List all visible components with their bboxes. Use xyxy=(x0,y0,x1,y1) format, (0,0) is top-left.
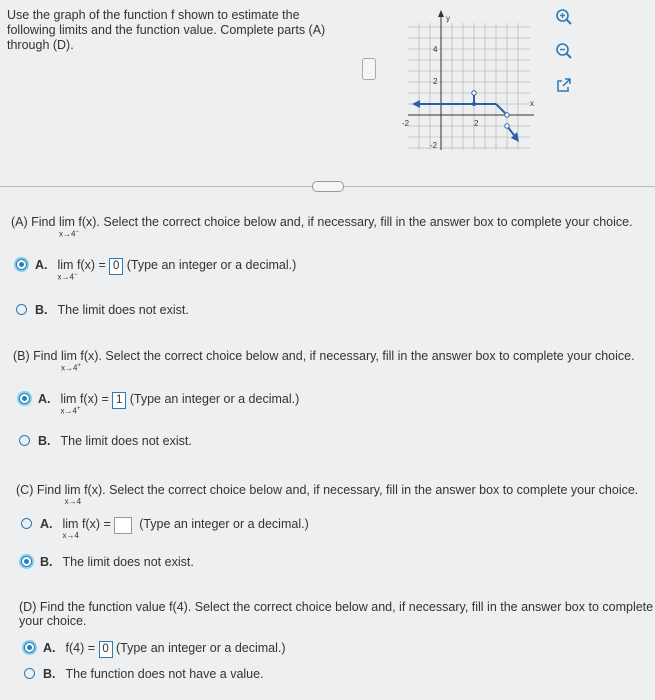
radio-selected[interactable] xyxy=(21,556,32,567)
popout-button[interactable] xyxy=(553,74,575,96)
part-a-choice-b[interactable]: B. The limit does not exist. xyxy=(16,303,189,317)
part-d-question: (D) Find the function value f(4). Select the correct choice below and, if necessary, fill in the answer box to complete your choice. xyxy=(19,600,654,628)
radio-unselected[interactable] xyxy=(19,435,30,446)
x-tick-neg2: -2 xyxy=(402,119,410,128)
part-d-choice-a[interactable]: A. f(4) = 0 (Type an integer or a decimal.) xyxy=(24,641,286,658)
radio-selected[interactable] xyxy=(24,642,35,653)
answer-box[interactable] xyxy=(114,517,132,534)
zoom-out-button[interactable] xyxy=(553,40,575,62)
answer-box[interactable]: 1 xyxy=(112,392,126,409)
left-arrow xyxy=(412,100,420,108)
open-point xyxy=(472,91,476,95)
part-c-question: (C) Find lim f(x). x→4 Select the correct choice below and, if necessary, fill in the answer box to complete your choice. xyxy=(16,483,639,506)
part-d-choice-b[interactable]: B. The function does not have a value. xyxy=(24,667,264,681)
y-tick-2: 2 xyxy=(433,77,438,86)
part-a-choice-a[interactable]: A. lim f(x) = x→4− 0 (Type an integer or a decimal.) xyxy=(16,258,296,275)
side-drawer-handle[interactable] xyxy=(362,58,376,80)
radio-unselected[interactable] xyxy=(16,304,27,315)
part-c-lim: lim f(x). xyxy=(64,483,106,497)
part-c-choice-b[interactable]: B. The limit does not exist. xyxy=(21,555,194,569)
radio-selected[interactable] xyxy=(16,259,27,270)
open-point-4b xyxy=(505,124,509,128)
zoom-out-icon xyxy=(555,42,573,60)
y-tick-4: 4 xyxy=(433,45,438,54)
answer-box[interactable]: 0 xyxy=(99,641,113,658)
popout-icon xyxy=(556,77,572,93)
x-axis-label: x xyxy=(530,99,534,108)
function-curve xyxy=(414,93,517,139)
radio-selected[interactable] xyxy=(19,393,30,404)
part-b-choice-b[interactable]: B. The limit does not exist. xyxy=(19,434,192,448)
y-tick-neg2: -2 xyxy=(430,141,438,150)
zoom-in-button[interactable] xyxy=(553,6,575,28)
part-b-question: (B) Find lim f(x). x→4+ Select the correct choice below and, if necessary, fill in the answer box to complete your choice. xyxy=(13,349,635,373)
part-b-lim: lim f(x). xyxy=(60,349,102,363)
zoom-in-icon xyxy=(555,8,573,26)
answer-box[interactable]: 0 xyxy=(109,258,123,275)
closed-point xyxy=(472,102,476,106)
y-axis-arrow xyxy=(438,10,444,17)
x-tick-2: 2 xyxy=(474,119,479,128)
part-a-lim: lim f(x). xyxy=(58,215,100,229)
radio-unselected[interactable] xyxy=(24,668,35,679)
part-b-choice-a[interactable]: A. lim f(x) = x→4+ 1 (Type an integer or a decimal.) xyxy=(19,392,299,409)
function-graph xyxy=(400,5,545,155)
radio-unselected[interactable] xyxy=(21,518,32,529)
part-c-choice-a[interactable]: A. lim f(x) = x→4 (Type an integer or a decimal.) xyxy=(21,517,309,534)
problem-prompt: Use the graph of the function f shown to estimate the following limits and the function value. Complete parts (A) through (D). xyxy=(7,8,326,52)
resize-grip[interactable] xyxy=(312,181,344,192)
y-axis-label: y xyxy=(446,14,450,23)
part-a-question: (A) Find lim f(x). x→4− Select the correct choice below and, if necessary, fill in the answer box to complete your choice. xyxy=(11,215,633,239)
